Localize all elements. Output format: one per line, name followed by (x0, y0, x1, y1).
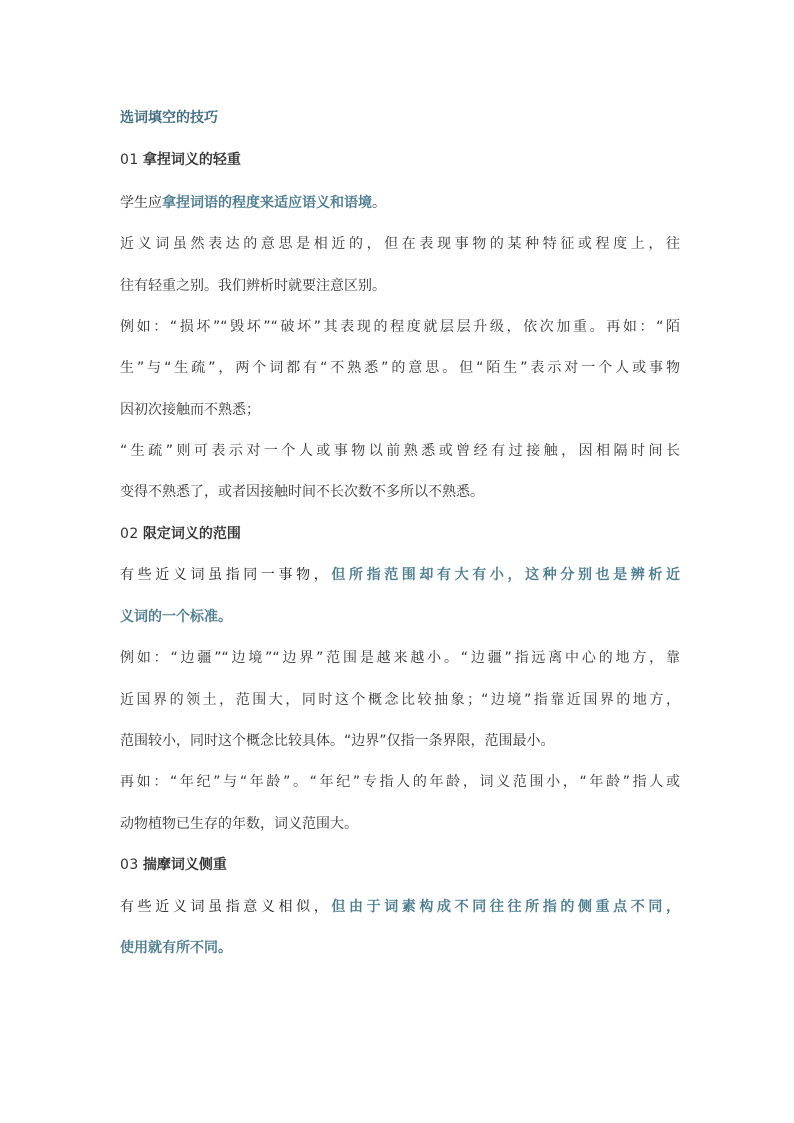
paragraph-line (120, 565, 680, 585)
section-heading-text: 揣摩词义侧重 (142, 857, 227, 873)
paragraph-line: 因初次接触而不熟悉； (120, 402, 260, 418)
section-number: 02 (120, 526, 139, 542)
paragraph-line: 近国界的领土，范围大，同时这个概念比较抽象；“边境”指靠近国界的地方， (120, 692, 680, 708)
section-number: 03 (120, 857, 139, 873)
text-segment: 有些近义词虽指意义相似， (120, 899, 332, 915)
paragraph-line: 再如：“年纪”与“年龄”。“年纪”专指人的年龄，词义范围小，“年龄”指人或 (120, 774, 680, 790)
paragraph-line: 生”与“生疏”，两个词都有“不熟悉”的意思。但“陌生”表示对一个人或事物 (120, 360, 680, 376)
highlight-line: 使用就有所不同。 (120, 940, 232, 956)
paragraph-line: 例如：“损坏”“毁坏”“破坏”其表现的程度就层层升级，依次加重。再如：“陌 (120, 319, 680, 335)
paragraph-line (120, 897, 680, 917)
paragraph-line: 动物植物已生存的年数，词义范围大。 (120, 816, 358, 832)
section-heading-text: 限定词义的范围 (142, 526, 241, 542)
highlight-segment: 但所指范围却有大有小，这种分别也是辨析近 (331, 567, 681, 583)
section-heading-02 (120, 524, 680, 544)
paragraph-line: 例如：“边疆”“边境”“边界”范围是越来越小。“边疆”指远离中心的地方，靠 (120, 650, 680, 666)
paragraph-line: 近义词虽然表达的意思是相近的，但在表现事物的某种特征或程度上，往 (120, 236, 680, 252)
section-heading-text: 拿捏词义的轻重 (142, 152, 241, 168)
section-heading-01 (120, 150, 680, 170)
text-segment: 学生应 (120, 195, 162, 211)
section-heading-03 (120, 855, 680, 875)
text-segment: 。 (372, 195, 386, 211)
highlight-line: 义词的一个标准。 (120, 609, 232, 625)
paragraph-line: 变得不熟悉了，或者因接触时间不长次数不多所以不熟悉。 (120, 484, 484, 500)
section-number: 01 (120, 152, 139, 168)
paragraph-line (120, 193, 680, 213)
paragraph-line: 范围较小，同时这个概念比较具体。“边界”仅指一条界限，范围最小。 (120, 733, 555, 749)
text-segment: 有些近义词虽指同一事物， (120, 567, 332, 583)
paragraph-line: “生疏”则可表示对一个人或事物以前熟悉或曾经有过接触，因相隔时间长 (120, 443, 680, 459)
highlight-segment: 拿捏词语的程度来适应语义和语境 (162, 195, 372, 211)
highlight-segment: 但由于词素构成不同往往所指的侧重点不同， (331, 899, 681, 915)
paragraph-line: 往有轻重之别。我们辨析时就要注意区别。 (120, 278, 386, 294)
document-title: 选词填空的技巧 (120, 110, 218, 126)
